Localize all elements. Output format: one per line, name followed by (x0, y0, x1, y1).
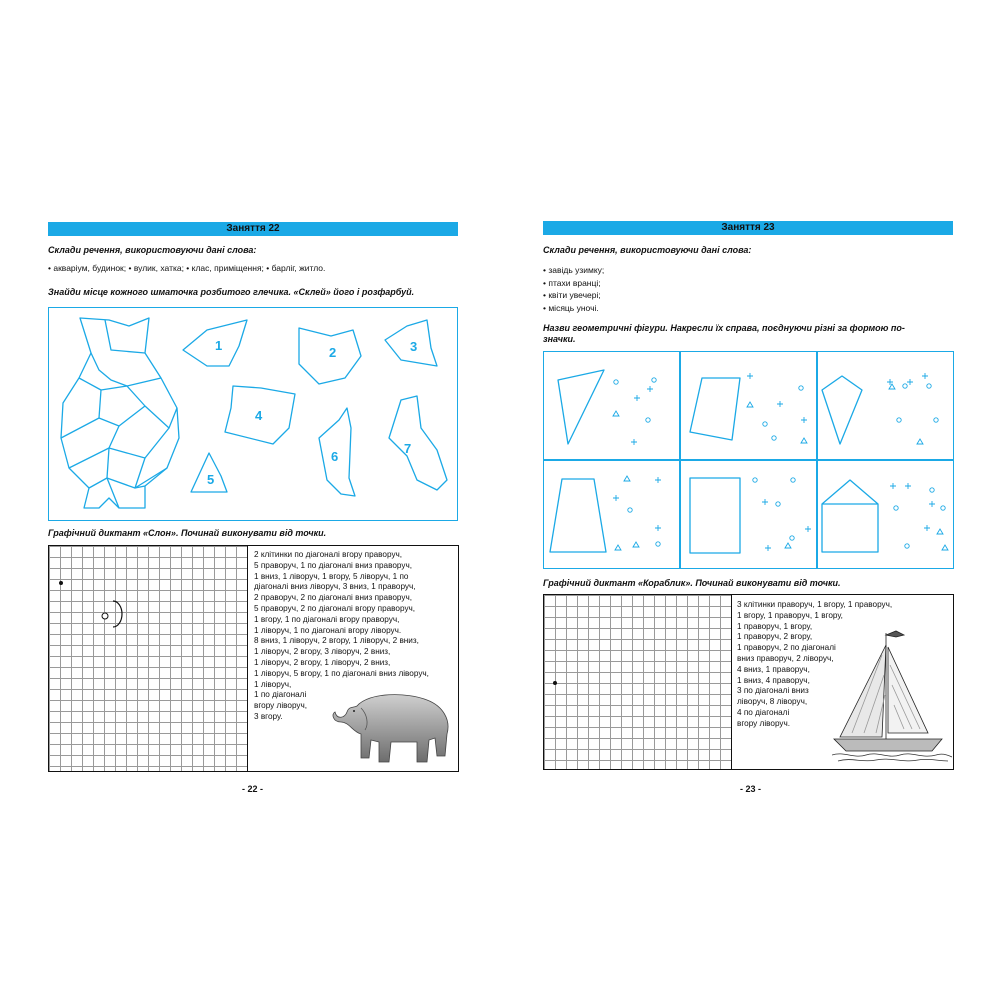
instruction-line: 1 вгору, 1 по діагоналі вгору праворуч, (254, 614, 400, 624)
instruction-line: 1 вгору, 1 праворуч, 1 вгору, (737, 610, 843, 620)
task-jug-puzzle: Знайди місце кожного шматочка розбитого глечика. «Склей» його і розфарбуй. (48, 287, 415, 297)
triangle-figure (558, 370, 604, 444)
instruction-line: вгору ліворуч. (737, 718, 791, 728)
instruction-line: 3 клітинки праворуч, 1 вгору, 1 праворуч, (737, 600, 893, 609)
instruction-line: 2 клітинки по діагоналі вгору праворуч, (254, 550, 403, 559)
instruction-line: 1 по діагоналі (254, 690, 307, 700)
instruction-line: 1 вниз, 4 праворуч, (737, 675, 810, 685)
instruction-line: 4 вниз, 1 праворуч, (737, 664, 810, 674)
page-number-22: - 22 - (242, 784, 264, 794)
instruction-line: вгору ліворуч, (254, 701, 308, 711)
task-line: Назви геометричні фігури. Накресли їх справа, поєднуючи різні за формою по- (543, 323, 905, 333)
jug-crack-6 (69, 426, 119, 468)
instruction-line: 1 ліворуч, 2 вгору, 3 ліворуч, 2 вниз, (254, 647, 391, 657)
jug-crack-8 (135, 458, 167, 488)
task-line: значки. (543, 334, 576, 344)
instruction-line: 1 ліворуч, 2 вгору, 1 ліворуч, 2 вниз, (254, 657, 391, 667)
boat-dictation-box (543, 594, 954, 770)
word-pairs (48, 262, 325, 275)
instruction-line: діагоналі вниз ліворуч, 3 вниз, 1 праворуч, (254, 582, 416, 592)
instruction-line: 1 ліворуч, (254, 679, 292, 689)
piece-7-label: 7 (404, 441, 412, 456)
eye-circle (102, 613, 108, 619)
rhombus-figure (690, 378, 740, 440)
jug-crack-3 (61, 378, 101, 438)
piece-6-label: 6 (331, 449, 339, 464)
elephant-start-marks (49, 546, 247, 771)
arrow-kite-figure (822, 376, 862, 444)
grid-separator (731, 595, 732, 769)
instruction-line: 5 праворуч, 1 по діагоналі вниз праворуч, (254, 560, 413, 570)
word-phrases (543, 264, 604, 314)
instruction-line: 1 праворуч, 2 вгору, (737, 632, 813, 642)
piece-4-label: 4 (255, 408, 263, 423)
page-number-23: - 23 - (740, 784, 762, 794)
trapezoid-figure (550, 479, 606, 552)
grid-separator (247, 546, 248, 771)
house-figure (822, 480, 878, 552)
jug-puzzle-drawing (49, 308, 456, 519)
jug-outline (61, 318, 179, 508)
piece-2-label: 2 (329, 345, 337, 360)
task-compose-sentences: Склади речення, використовуючи дані слова: (48, 245, 257, 255)
instruction-line: 1 ліворуч, 5 вгору, 1 по діагоналі вниз ліворуч, (254, 668, 429, 678)
figures-table (543, 351, 954, 569)
piece-7-shape (389, 396, 447, 490)
word-phrase-item: • місяць уночі. (543, 302, 599, 313)
elephant-picture (327, 686, 457, 771)
word-phrase-item: • птахи вранці; (543, 277, 601, 288)
piece-1-label: 1 (215, 338, 223, 353)
task-compose-sentences: Склади речення, використовуючи дані слова: (543, 245, 752, 255)
jug-crack-2 (91, 353, 161, 386)
ear-arc (113, 601, 122, 627)
instruction-line: 5 праворуч, 2 по діагоналі вгору праворуч, (254, 603, 416, 613)
rectangle-figure (690, 478, 740, 553)
word-phrase-item: • завідь узимку; (543, 265, 605, 275)
instruction-line: ліворуч, 8 ліворуч, (737, 697, 808, 707)
piece-3-label: 3 (410, 339, 418, 354)
instruction-line: 1 ліворуч, 1 по діагоналі вгору ліворуч. (254, 625, 402, 635)
lesson-23-banner: Заняття 23 (543, 221, 953, 235)
word-phrase-item: • квіти увечері; (543, 290, 601, 300)
instruction-line: 8 вниз, 1 ліворуч, 2 вгору, 1 ліворуч, 2 вниз, (254, 636, 419, 646)
boat-start-marks (544, 595, 731, 769)
jug-puzzle-box (48, 307, 458, 521)
lesson-22-banner: Заняття 22 (48, 222, 458, 236)
task-geometric-figures (543, 323, 905, 345)
instruction-line: 3 вгору. (254, 711, 283, 721)
piece-5-label: 5 (207, 472, 215, 487)
instruction-line: 1 праворуч, 1 вгору, (737, 621, 813, 631)
start-point (59, 581, 63, 585)
figures-drawing (544, 352, 952, 567)
instruction-line: вниз праворуч, 2 ліворуч, (737, 653, 834, 663)
instruction-line: 3 по діагоналі вниз (737, 686, 809, 696)
elephant-dictation-box (48, 545, 459, 772)
start-point (553, 681, 557, 685)
instruction-line: 1 вниз, 1 ліворуч, 1 вгору, 5 ліворуч, 1 по (254, 571, 409, 581)
shape-symbols (613, 373, 948, 551)
instruction-line: 1 праворуч, 2 по діагоналі (737, 643, 836, 653)
jug-crack-5 (99, 406, 145, 426)
jug-crack-7 (109, 428, 169, 458)
instruction-line: 2 праворуч, 2 по діагоналі вниз праворуч, (254, 593, 413, 603)
page-23 (500, 0, 1000, 1000)
task-elephant-dictation: Графічний диктант «Слон». Починай виконувати від точки. (48, 528, 327, 538)
instruction-line: 4 по діагоналі (737, 707, 790, 717)
jug-crack-4 (101, 386, 177, 428)
sailboat-picture (832, 625, 952, 765)
task-boat-dictation: Графічний диктант «Кораблик». Починай виконувати від точки. (543, 578, 841, 588)
word-pairs-line: • акваріум, будинок; • вулик, хатка; • клас, приміщення; • барліг, житло. (48, 263, 326, 273)
